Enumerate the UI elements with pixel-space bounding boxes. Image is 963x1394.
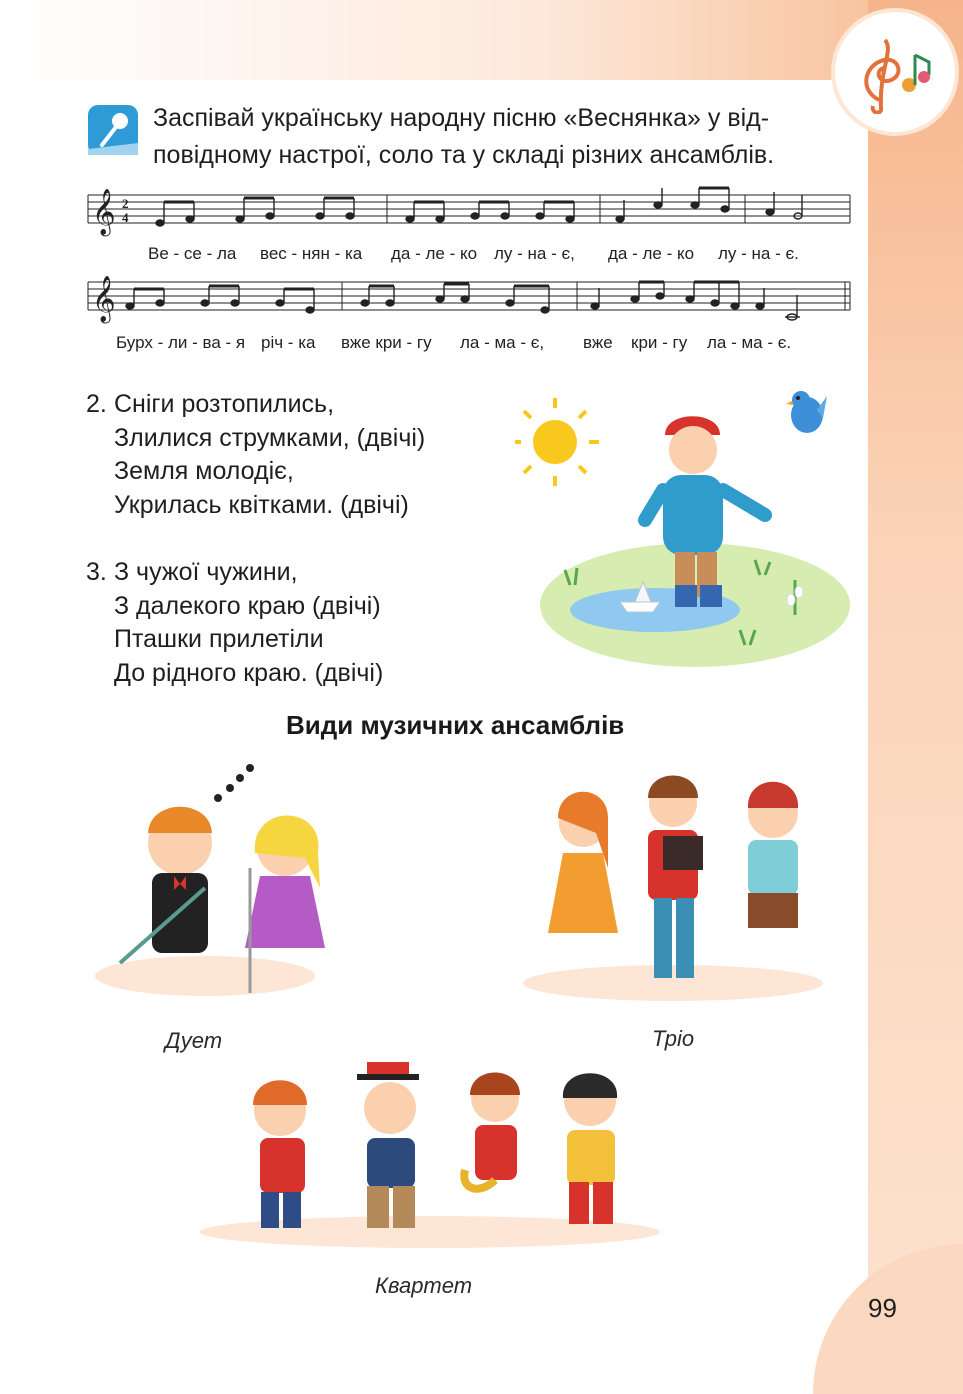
lyric-r1-6: лу - на - є. xyxy=(718,244,799,263)
svg-text:𝄞: 𝄞 xyxy=(92,276,116,322)
lyric-r1-4: лу - на - є, xyxy=(494,244,575,263)
lyric-r1-2: вес - нян - ка xyxy=(260,244,363,263)
lyric-r1-5: да - ле - ко xyxy=(608,244,695,263)
verse-line: Злилися струмками, (двічі) xyxy=(114,423,426,452)
music-notes-icon xyxy=(214,764,254,802)
music-score xyxy=(80,180,855,350)
lyric-r2-6: кри - гу xyxy=(631,333,688,352)
lyric-r2-4: ла - ма - є, xyxy=(460,333,545,352)
lyric-r2-3: вже кри - гу xyxy=(341,333,432,352)
verse-3 xyxy=(86,556,383,690)
page-number: 99 xyxy=(868,1293,897,1323)
spring-boy-illustration xyxy=(515,380,855,680)
task-line-2: повідному настрої, соло та у складі різних ансамблів. xyxy=(153,141,775,169)
lyric-r2-5: вже xyxy=(583,333,613,352)
caption-quartet: Квартет xyxy=(375,1273,473,1298)
music-logo xyxy=(835,12,955,132)
treble-clef-notes-icon xyxy=(849,30,941,114)
verse-2 xyxy=(86,388,425,522)
svg-text:𝄞: 𝄞 xyxy=(92,189,116,235)
verse-line: Земля молодіє, xyxy=(114,457,294,485)
lyric-r1-3: да - ле - ко xyxy=(391,244,478,263)
section-title: Види музичних ансамблів xyxy=(286,710,625,740)
sun-icon xyxy=(515,398,599,486)
verse-number: 3. xyxy=(86,558,107,586)
verse-line: Укрилась квітками. (двічі) xyxy=(114,490,409,519)
verse-line: З чужої чужини, xyxy=(114,558,298,586)
caption-duet: Дует xyxy=(165,1028,223,1053)
duet-illustration xyxy=(90,758,340,1008)
verse-number: 2. xyxy=(86,390,107,418)
verse-line: З далекого краю (двічі) xyxy=(114,591,381,620)
right-margin-band xyxy=(868,0,963,1394)
lyric-r2-1: Бурх - ли - ва - я xyxy=(116,333,246,352)
lyric-r2-2: річ - ка xyxy=(261,333,316,352)
lyric-r2-7: ла - ма - є. xyxy=(707,333,792,352)
trio-illustration xyxy=(508,758,838,1008)
task-line-1: Заспівай українську народну пісню «Веснянка» у від- xyxy=(153,104,770,132)
verse-line: Сніги розтопились, xyxy=(114,390,335,418)
microphone-icon xyxy=(86,103,140,157)
bird-icon xyxy=(786,391,827,433)
lyric-r1-1: Ве - се - ла xyxy=(148,244,237,263)
top-band xyxy=(0,0,963,80)
time-signature-bottom: 4 xyxy=(122,210,129,225)
quartet-illustration xyxy=(195,1050,665,1250)
verse-line: Пташки прилетіли xyxy=(114,625,324,653)
task-instruction xyxy=(153,100,853,174)
verse-line: До рідного краю. (двічі) xyxy=(114,658,384,687)
caption-trio: Тріо xyxy=(652,1026,695,1051)
time-signature-top: 2 xyxy=(122,196,129,211)
